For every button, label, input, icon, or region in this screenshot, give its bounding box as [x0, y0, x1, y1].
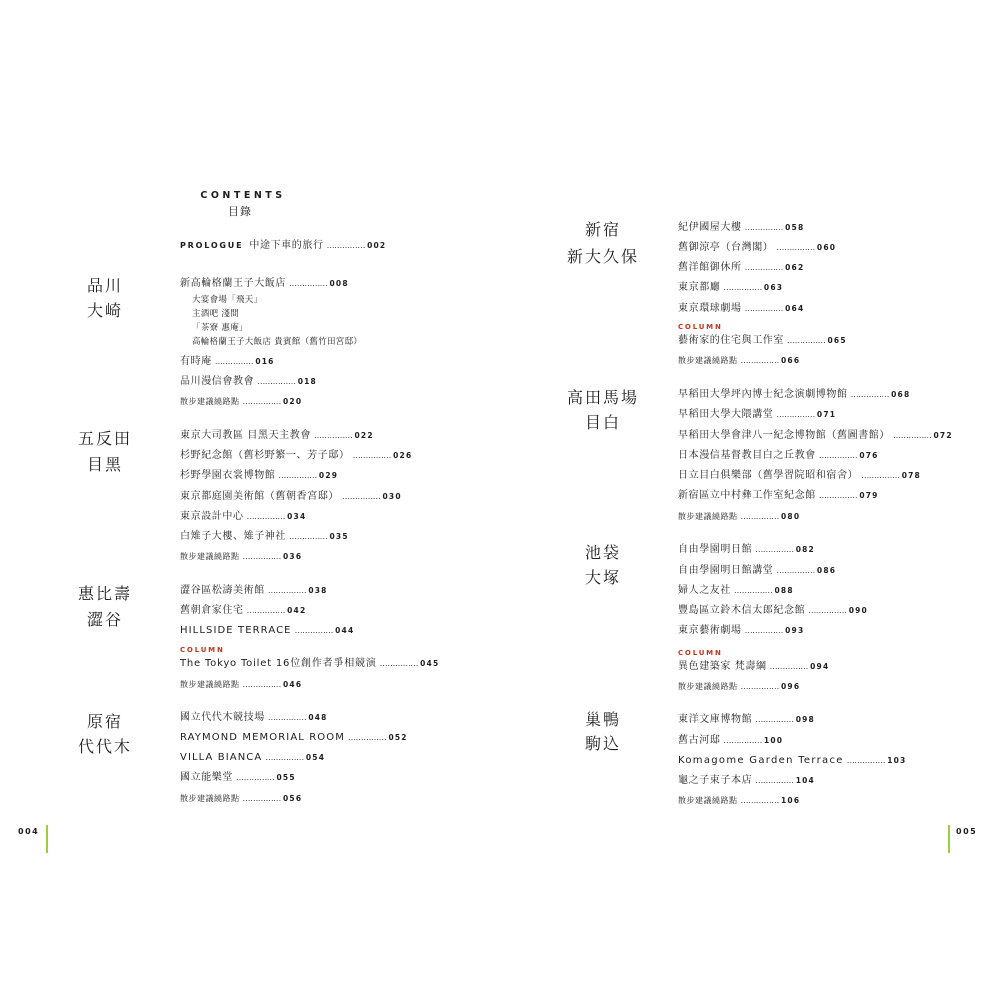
- entry-title: Komagome Garden Terrace: [678, 755, 844, 766]
- entry-title: 東京都廳: [678, 282, 721, 293]
- area-label: 巢鴨: [584, 710, 621, 729]
- toc-entry: [678, 625, 804, 637]
- dot-leader: ……………: [294, 626, 334, 635]
- entry-page-number: 079: [859, 491, 879, 500]
- contents-subheading: 目錄: [228, 205, 252, 218]
- dot-leader: ……………: [776, 566, 815, 575]
- dot-leader: ……………: [242, 680, 282, 689]
- dot-leader: ……………: [846, 756, 886, 765]
- entry-title: 東京設計中心: [180, 511, 244, 522]
- entry-page-number: 034: [287, 512, 307, 521]
- dot-leader: ……………: [776, 243, 815, 252]
- dot-leader: ……………: [313, 431, 353, 440]
- entry-title: 婦人之友社: [678, 585, 731, 596]
- dot-leader: ……………: [242, 552, 282, 561]
- dot-leader: ……………: [755, 545, 794, 554]
- dot-leader: ……………: [267, 586, 307, 595]
- entry-page-number: 038: [308, 586, 328, 595]
- entry-title: 散步建議繞路點: [180, 794, 240, 803]
- entry-title: 澀谷區松濤美術館: [180, 585, 265, 596]
- entry-page-number: 042: [287, 606, 307, 615]
- dot-leader: ……………: [755, 776, 794, 785]
- entry-page-number: 078: [901, 471, 921, 480]
- walk-entry: [678, 511, 800, 523]
- entry-title: 新高輪格蘭王子大飯店: [180, 278, 286, 289]
- entry-page-number: 104: [795, 776, 815, 785]
- toc-entry: [678, 409, 836, 421]
- dot-leader: ……………: [769, 662, 809, 671]
- toc-entry: [678, 303, 804, 315]
- toc-entry: [180, 450, 412, 462]
- area-label: 代代木: [77, 737, 132, 756]
- dot-leader: ……………: [744, 626, 784, 635]
- area-label: 五反田: [77, 429, 132, 448]
- toc-entry: [678, 282, 783, 294]
- entry-title: VILLA BIANCA: [180, 752, 263, 763]
- toc-entry: [180, 470, 338, 482]
- dot-leader: ……………: [342, 492, 381, 501]
- entry-title: 舊洋館御休所: [678, 262, 742, 273]
- toc-entry: [678, 565, 836, 577]
- entry-title: 東洋文庫博物館: [678, 714, 753, 725]
- entry-title: 有時庵: [180, 356, 212, 367]
- toc-entry: [180, 278, 349, 290]
- entry-page-number: 080: [781, 512, 801, 521]
- toc-entry: [678, 544, 815, 556]
- prologue-label: PROLOGUE: [180, 241, 244, 250]
- dot-leader: ……………: [278, 471, 317, 480]
- dot-leader: ……………: [808, 606, 847, 615]
- entry-title: 早稻田大學大隈講堂: [678, 409, 774, 420]
- toc-entry: [180, 772, 296, 784]
- toc-entry: [678, 470, 921, 482]
- entry-title: 東京環球劇場: [678, 303, 742, 314]
- entry-page-number: 008: [329, 279, 349, 288]
- toc-entry: [180, 712, 328, 724]
- dot-leader: ……………: [744, 223, 784, 232]
- dot-leader: ……………: [734, 586, 773, 595]
- toc-entry: [678, 389, 910, 401]
- walk-entry: [180, 396, 302, 408]
- dot-leader: ……………: [242, 397, 282, 406]
- sub-entry: 高輪格蘭王子大飯店 貴賓館（舊竹田宮邸）: [192, 337, 363, 347]
- entry-page-number: 076: [859, 451, 879, 460]
- entry-title: 龜之子束子本店: [678, 775, 753, 786]
- dot-leader: ……………: [246, 606, 286, 615]
- entry-title: 散步建議繞路點: [180, 680, 240, 689]
- toc-entry: [180, 531, 349, 543]
- toc-entry: [678, 714, 815, 726]
- entry-title: 散步建議繞路點: [180, 552, 240, 561]
- entry-page-number: 056: [283, 794, 303, 803]
- dot-leader: ……………: [214, 357, 254, 366]
- page-marker-right: [948, 825, 950, 853]
- entry-page-number: 016: [255, 357, 275, 366]
- dot-leader: ……………: [289, 532, 328, 541]
- dot-leader: ……………: [379, 659, 419, 668]
- toc-entry: [180, 752, 325, 764]
- entry-page-number: 103: [887, 756, 907, 765]
- toc-entry: [180, 491, 402, 503]
- entry-title: 散步建議繞路點: [678, 682, 738, 691]
- walk-entry: [180, 793, 302, 805]
- dot-leader: ……………: [861, 471, 900, 480]
- entry-page-number: 052: [388, 733, 408, 742]
- dot-leader: ……………: [755, 715, 794, 724]
- entry-title: 杉野學園衣裳博物館: [180, 470, 276, 481]
- area-label: 大崎: [86, 301, 123, 320]
- toc-entry: [678, 755, 906, 767]
- dot-leader: ……………: [744, 263, 784, 272]
- toc-entry: [678, 430, 953, 442]
- area-label: 目黑: [86, 455, 123, 474]
- walk-entry: [678, 795, 800, 807]
- dot-leader: ……………: [265, 753, 304, 762]
- dot-leader: ……………: [744, 304, 784, 313]
- toc-entry: [180, 625, 354, 637]
- entry-title: The Tokyo Toilet 16位創作者爭相競演: [180, 658, 377, 669]
- entry-page-number: 094: [810, 662, 830, 671]
- toc-entry: [180, 605, 306, 617]
- page-number-left: 004: [18, 827, 40, 836]
- entry-title: 日本漫信基督教目白之丘教會: [678, 450, 816, 461]
- entry-title: 中途下車的旅行: [249, 240, 324, 251]
- dot-leader: ……………: [740, 796, 780, 805]
- entry-page-number: 098: [795, 715, 815, 724]
- entry-page-number: 058: [785, 223, 805, 232]
- page-marker-left: [46, 825, 48, 853]
- entry-title: 異色建築家 梵壽綱: [678, 661, 767, 672]
- entry-page-number: 068: [891, 390, 911, 399]
- dot-leader: ……………: [818, 451, 858, 460]
- toc-entry: [678, 735, 783, 747]
- entry-page-number: 046: [283, 680, 303, 689]
- toc-entry: [180, 376, 317, 388]
- dot-leader: ……………: [723, 283, 762, 292]
- toc-entry: [678, 585, 794, 597]
- entry-title: 國立代代木競技場: [180, 712, 265, 723]
- area-label: 新大久保: [566, 247, 639, 266]
- dot-leader: ……………: [740, 512, 780, 521]
- area-label: 池袋: [584, 543, 621, 562]
- area-label: 原宿: [86, 712, 123, 731]
- dot-leader: ……………: [740, 682, 780, 691]
- area-label: 大塚: [584, 568, 621, 587]
- toc-entry: [678, 490, 879, 502]
- column-entry: [678, 661, 829, 673]
- entry-title: 東京都庭園美術館（舊朝香宮邸）: [180, 491, 339, 502]
- dot-leader: ……………: [352, 451, 392, 460]
- walk-entry: [180, 551, 302, 563]
- dot-leader: ……………: [723, 736, 762, 745]
- dot-leader: ……………: [246, 512, 286, 521]
- entry-page-number: 062: [785, 263, 805, 272]
- entry-page-number: 071: [816, 410, 837, 419]
- entry-title: 品川漫信會教會: [180, 376, 255, 387]
- entry-title: 自由學園明日館: [678, 544, 753, 555]
- dot-leader: ……………: [893, 431, 932, 440]
- entry-title: 舊朝倉家住宅: [180, 605, 244, 616]
- walk-entry: [180, 679, 302, 691]
- dot-leader: ……………: [347, 733, 387, 742]
- walk-entry: [678, 681, 800, 693]
- entry-title: 舊古河邸: [678, 735, 721, 746]
- entry-title: 東京藝術劇場: [678, 625, 742, 636]
- entry-title: 舊御涼亭（台灣閣）: [678, 242, 774, 253]
- entry-page-number: 088: [774, 586, 794, 595]
- entry-page-number: 029: [318, 471, 339, 480]
- entry-page-number: 044: [335, 626, 355, 635]
- dot-leader: ……………: [818, 491, 858, 500]
- dot-leader: ……………: [787, 336, 826, 345]
- entry-page-number: 045: [420, 659, 440, 668]
- entry-title: 杉野紀念館（舊杉野繁一、芳子邸）: [180, 450, 350, 461]
- area-label: 品川: [86, 276, 123, 295]
- column-label: COLUMN: [678, 649, 723, 657]
- prologue-entry: [180, 240, 386, 252]
- entry-title: RAYMOND MEMORIAL ROOM: [180, 732, 345, 743]
- toc-entry: [180, 732, 408, 744]
- toc-entry: [180, 585, 328, 597]
- sub-entry: 主酒吧 淺間: [192, 309, 240, 319]
- toc-entry: [180, 430, 374, 442]
- entry-page-number: 060: [816, 243, 837, 252]
- toc-entry: [678, 775, 815, 787]
- entry-page-number: 106: [781, 796, 801, 805]
- dot-leader: ……………: [776, 410, 815, 419]
- entry-page-number: 066: [781, 356, 801, 365]
- entry-page-number: 026: [393, 451, 413, 460]
- entry-page-number: 100: [763, 736, 784, 745]
- column-label: COLUMN: [678, 323, 723, 331]
- toc-entry: [678, 242, 836, 254]
- column-label: COLUMN: [180, 646, 225, 654]
- dot-leader: ……………: [326, 241, 366, 250]
- toc-entry: [180, 511, 306, 523]
- contents-heading: CONTENTS: [200, 190, 286, 201]
- page-number-right: 005: [956, 827, 978, 836]
- entry-title: 白雉子大樓、雉子神社: [180, 531, 286, 542]
- sub-entry: 「茶寮 惠庵」: [192, 323, 248, 333]
- entry-title: 日立目白俱樂部（舊學習院昭和宿舍）: [678, 470, 859, 481]
- toc-entry: [678, 262, 804, 274]
- entry-page-number: 030: [382, 492, 402, 501]
- area-label: 駒込: [584, 734, 621, 753]
- entry-title: 東京大司教區 目黑天主教會: [180, 430, 311, 441]
- walk-entry: [678, 355, 800, 367]
- entry-page-number: 002: [367, 241, 387, 250]
- entry-title: 紀伊國屋大樓: [678, 222, 742, 233]
- column-entry: [678, 335, 847, 347]
- dot-leader: ……………: [740, 356, 780, 365]
- entry-title: HILLSIDE TERRACE: [180, 625, 292, 636]
- area-label: 惠比壽: [77, 584, 132, 603]
- entry-page-number: 064: [785, 304, 805, 313]
- entry-title: 散步建議繞路點: [180, 397, 240, 406]
- entry-page-number: 093: [785, 626, 805, 635]
- entry-title: 豐島區立鈴木信太郎紀念館: [678, 605, 806, 616]
- entry-page-number: 096: [781, 682, 801, 691]
- entry-page-number: 035: [329, 532, 349, 541]
- entry-page-number: 082: [795, 545, 815, 554]
- dot-leader: ……………: [267, 713, 307, 722]
- entry-page-number: 022: [354, 431, 374, 440]
- entry-title: 新宿區立中村彝工作室紀念館: [678, 490, 816, 501]
- entry-page-number: 065: [827, 336, 847, 345]
- entry-title: 散步建議繞路點: [678, 356, 738, 365]
- entry-page-number: 090: [848, 606, 868, 615]
- toc-entry: [678, 222, 804, 234]
- toc-entry: [678, 605, 868, 617]
- entry-title: 早稻田大學坪內博士紀念演劇博物館: [678, 389, 848, 400]
- entry-page-number: 055: [276, 773, 296, 782]
- area-label: 新宿: [584, 220, 621, 239]
- dot-leader: ……………: [257, 377, 296, 386]
- entry-title: 散步建議繞路點: [678, 512, 738, 521]
- entry-title: 自由學園明日館講堂: [678, 565, 774, 576]
- entry-title: 早稻田大學會津八一紀念博物館（舊圖書館）: [678, 430, 890, 441]
- area-label: 高田馬場: [566, 388, 639, 407]
- toc-entry: [180, 356, 275, 368]
- entry-page-number: 054: [305, 753, 326, 762]
- sub-entry: 大宴會場「飛天」: [192, 295, 263, 305]
- dot-leader: ……………: [850, 390, 890, 399]
- entry-page-number: 063: [763, 283, 784, 292]
- column-entry: [180, 658, 439, 670]
- entry-page-number: 018: [297, 377, 317, 386]
- dot-leader: ……………: [289, 279, 328, 288]
- entry-title: 國立能樂堂: [180, 772, 233, 783]
- entry-page-number: 072: [933, 431, 953, 440]
- entry-page-number: 086: [816, 566, 837, 575]
- toc-entry: [678, 450, 879, 462]
- area-label: 澀谷: [86, 610, 123, 629]
- entry-title: 藝術家的住宅與工作室: [678, 335, 784, 346]
- entry-page-number: 048: [308, 713, 328, 722]
- dot-leader: ……………: [236, 773, 275, 782]
- entry-title: 散步建議繞路點: [678, 796, 738, 805]
- area-label: 目白: [584, 413, 621, 432]
- entry-page-number: 020: [283, 397, 303, 406]
- entry-page-number: 036: [283, 552, 303, 561]
- dot-leader: ……………: [242, 794, 282, 803]
